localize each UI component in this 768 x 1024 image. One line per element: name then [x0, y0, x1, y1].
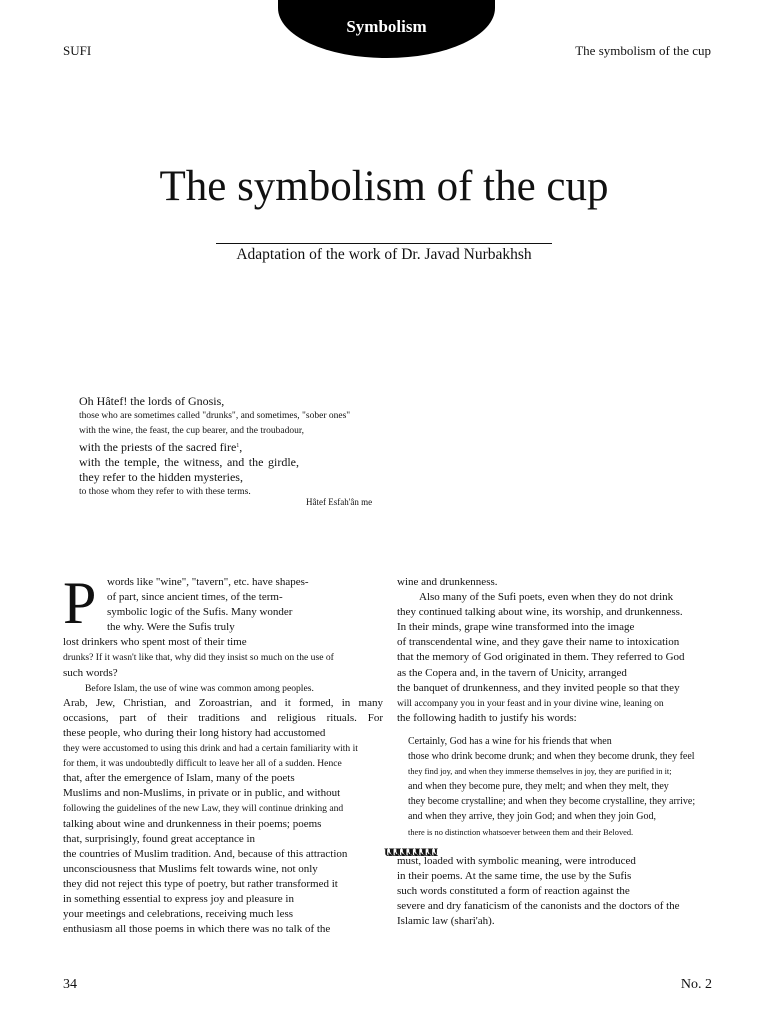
body-line: of transcendental wine, and they gave their name to intoxication — [397, 636, 680, 649]
body-line: words like "wine", "tavern", etc. have shapes- — [107, 576, 309, 588]
body-line: lost drinkers who spent most of their time — [63, 636, 247, 649]
title-rule — [216, 243, 552, 244]
body-line: for them, it was undoubtedly difficult to leave her all of a sudden. Hence — [63, 758, 342, 770]
article-subtitle: Adaptation of the work of Dr. Javad Nurbakhsh — [236, 246, 532, 263]
poem-line-text: with the priests of the sacred fire — [79, 440, 237, 454]
body-line: drunks? If it wasn't like that, why did they insist so much on the use of — [63, 652, 334, 664]
overprinted-glyphs: ԱԱԱԱԱԱԱԱ — [384, 848, 436, 859]
poem-line: Oh Hâtef! the lords of Gnosis, — [79, 394, 225, 408]
quote-line: they find joy, and when they immerse themselves in joy, they are purified in it; — [408, 767, 672, 777]
body-line: they did not reject this type of poetry, but rather transformed it — [63, 877, 338, 890]
quote-line: those who drink become drunk; and when they become drunk, they feel — [408, 751, 695, 763]
section-tab-label: Symbolism — [346, 17, 427, 36]
body-line: such words? — [63, 666, 118, 679]
body-line: your meetings and celebrations, receiving much less — [63, 908, 294, 921]
quote-line: they become crystalline; and when they become crystalline, they arrive; — [408, 796, 696, 808]
quote-line: Certainly, God has a wine for his friends that when — [408, 735, 612, 747]
body-line: must, loaded with symbolic meaning, were introduced — [397, 854, 636, 867]
footnote-mark: 1 — [236, 443, 240, 449]
body-line: as the Copera and, in the tavern of Unicity, arranged — [397, 666, 627, 679]
body-line: will accompany you in your feast and in your divine wine, leaning on — [397, 697, 664, 709]
body-line: that, surprisingly, found great acceptance in — [63, 832, 256, 845]
body-line: the banquet of drunkenness, and they invited people so that they — [397, 681, 680, 694]
poem-line-punct: , — [239, 440, 243, 454]
body-line: In their minds, grape wine transformed into the image — [397, 621, 635, 634]
running-header-left: SUFI — [63, 43, 92, 58]
body-line: symbolic logic of the Sufis. Many wonder — [107, 606, 293, 619]
body-line: occasions, part of their traditions and religious rituals. For — [63, 711, 383, 724]
body-column-right — [397, 575, 727, 929]
body-column-left — [63, 570, 383, 937]
body-line: Before Islam, the use of wine was common among peoples. — [85, 682, 314, 694]
body-line: that, after the emergence of Islam, many of the poets — [63, 772, 295, 785]
body-line: these people, who during their long history had accustomed — [63, 726, 326, 739]
drop-cap: P — [63, 570, 97, 636]
poem-line: with the wine, the feast, the cup bearer, and the troubadour, — [79, 426, 305, 436]
page-number: 34 — [63, 977, 77, 992]
body-line: following the guidelines of the new Law, they will continue drinking and — [63, 803, 344, 815]
poem-line — [79, 439, 399, 455]
body-line: such words constituted a form of reaction against the — [397, 884, 630, 897]
body-line: unconsciousness that Muslims felt towards wine, not only — [63, 862, 318, 875]
running-header-right: The symbolism of the cup — [575, 43, 711, 58]
issue-number: No. 2 — [680, 977, 712, 992]
body-line: severe and dry fanaticism of the canonists and the doctors of the — [397, 899, 680, 912]
body-line: that the memory of God originated in them. They referred to God — [397, 651, 685, 664]
poem-attribution: Hâtef Esfah'ân me — [306, 497, 373, 507]
poem-line: with the temple, the witness, and the girdle, — [79, 455, 299, 469]
body-line: in their poems. At the same time, the use by the Sufis — [397, 869, 632, 882]
body-line: the countries of Muslim tradition. And, because of this attraction — [63, 847, 348, 860]
body-line: Islamic law (shari'ah). — [397, 914, 495, 927]
body-line: Muslims and non-Muslims, in private or in public, and without — [63, 787, 341, 800]
poem-line: they refer to the hidden mysteries, — [79, 470, 243, 484]
body-line: the following hadith to justify his words: — [397, 711, 577, 724]
epigraph-poem — [79, 394, 399, 500]
body-line: Arab, Jew, Christian, and Zoroastrian, and it formed, in many — [63, 696, 383, 709]
body-line: of part, since ancient times, of the term- — [107, 591, 283, 604]
body-line: they were accustomed to using this drink and had a certain familiarity with it — [63, 743, 358, 755]
quote-line: and when they arrive, they join God; and when they join God, — [408, 811, 656, 823]
body-line: they continued talking about wine, its worship, and drunkenness. — [397, 606, 683, 619]
body-line: enthusiasm all those poems in which there was no talk of the — [63, 923, 331, 936]
hadith-quote — [397, 734, 727, 840]
section-tab — [278, 0, 495, 58]
body-line: Also many of the Sufi poets, even when they do not drink — [419, 591, 674, 604]
article-title: The symbolism of the cup — [159, 163, 609, 210]
quote-line: there is no distinction whatsoever between them and their Beloved. — [408, 827, 634, 837]
body-line: the why. Were the Sufis truly — [107, 621, 235, 634]
body-line: wine and drunkenness. — [397, 576, 498, 588]
quote-line: and when they become pure, they melt; and when they melt, they — [408, 781, 669, 793]
body-line: in something essential to express joy and pleasure in — [63, 892, 294, 905]
body-line: talking about wine and drunkenness in their poems; poems — [63, 817, 322, 830]
poem-line: to those whom they refer to with these terms. — [79, 487, 251, 497]
poem-line: those who are sometimes called "drunks", and sometimes, "sober ones" — [79, 411, 351, 421]
